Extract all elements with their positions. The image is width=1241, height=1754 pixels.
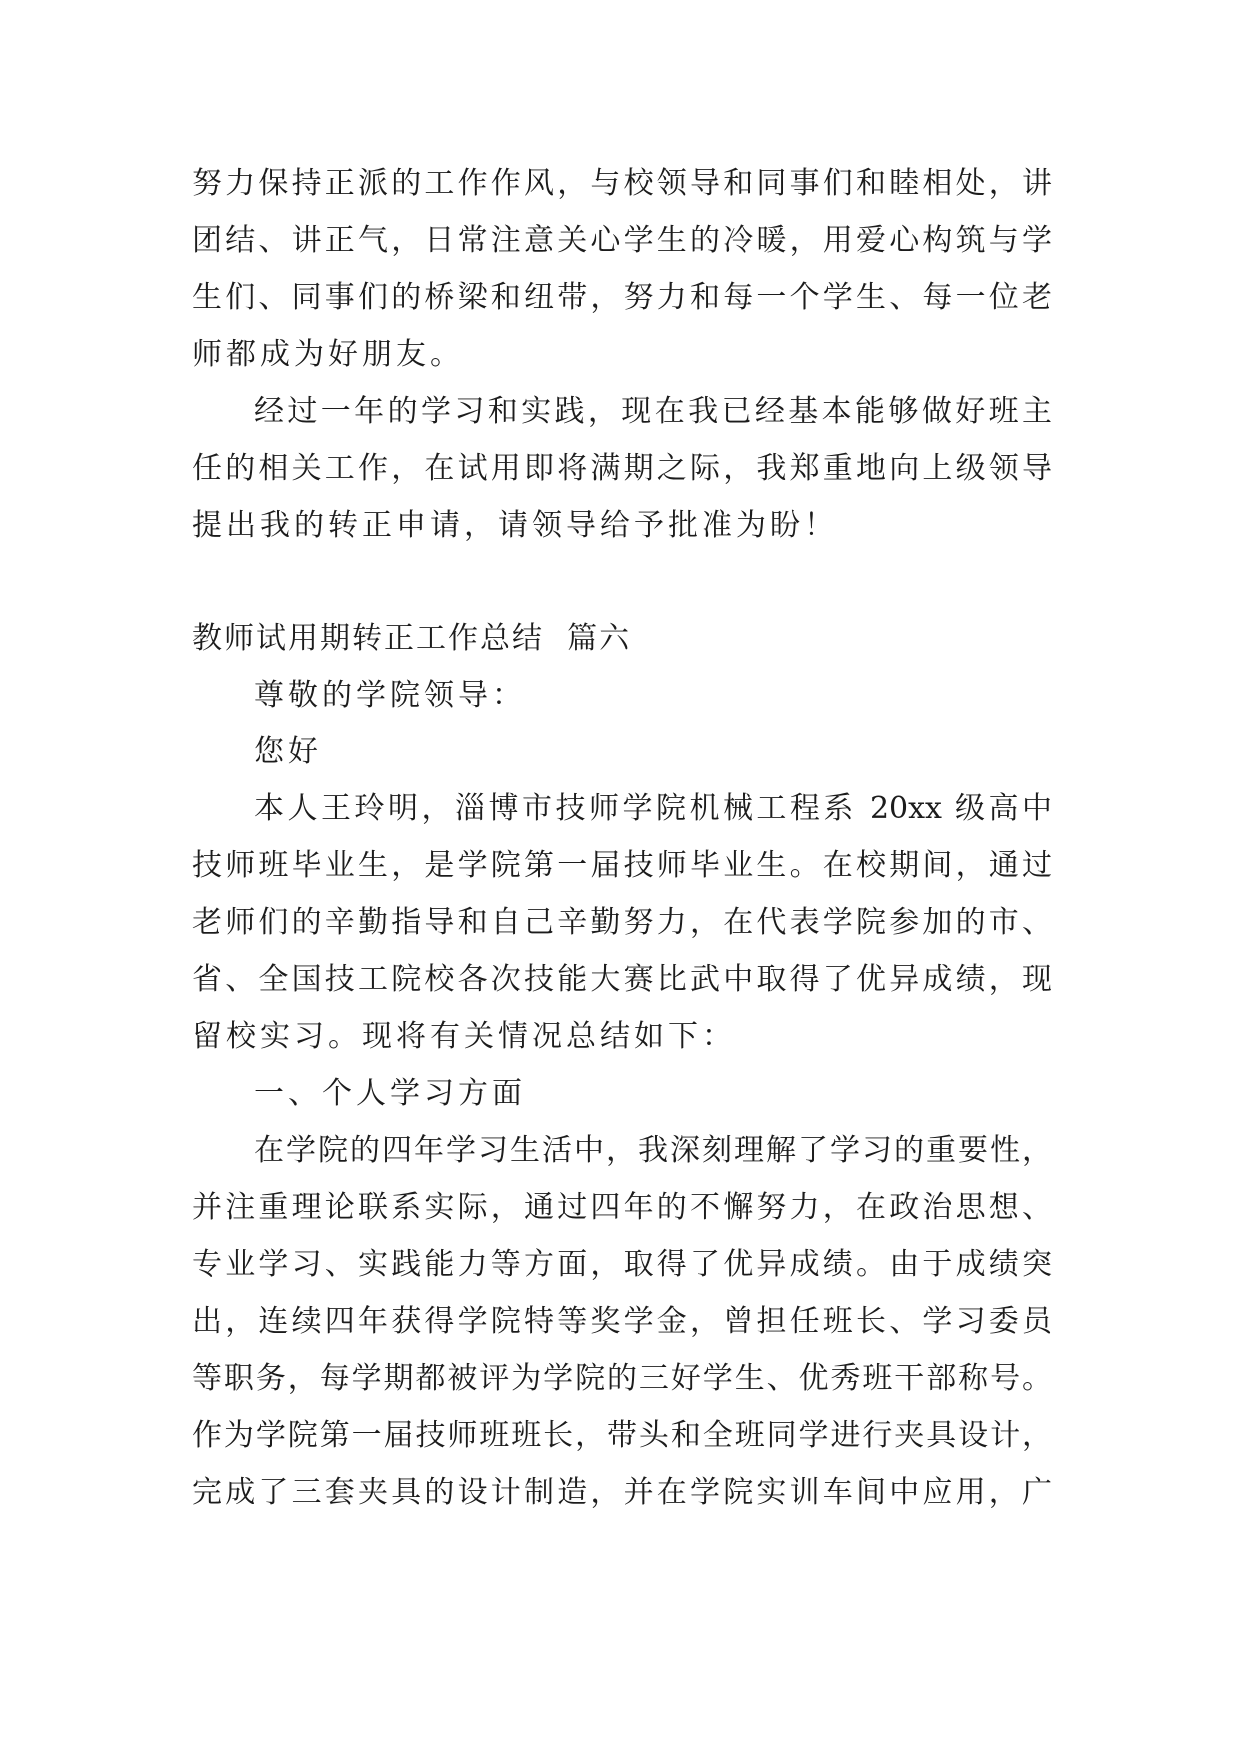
- paragraph-line: 留校实习。现将有关情况总结如下：: [192, 1019, 736, 1054]
- paragraph-line: 并注重理论联系实际，通过四年的不懈努力，在政治思想、: [192, 1190, 1052, 1225]
- paragraph-line: 专业学习、实践能力等方面，取得了优异成绩。由于成绩突: [192, 1247, 1052, 1282]
- paragraph-line: 在学院的四年学习生活中，我深刻理解了学习的重要性，: [254, 1133, 1052, 1168]
- paragraph-line: 出，连续四年获得学院特等奖学金，曾担任班长、学习委员: [192, 1304, 1052, 1339]
- paragraph-line: 提出我的转正申请，请领导给予批准为盼！: [192, 508, 838, 543]
- greeting: 您好: [254, 734, 322, 769]
- paragraph-line: 老师们的辛勤指导和自己辛勤努力，在代表学院参加的市、: [192, 905, 1052, 940]
- paragraph-line: 努力保持正派的工作作风，与校领导和同事们和睦相处，讲: [192, 166, 1052, 201]
- paragraph-line: 团结、讲正气，日常注意关心学生的冷暖，用爱心构筑与学: [192, 223, 1052, 258]
- paragraph-line: 等职务，每学期都被评为学院的三好学生、优秀班干部称号。: [192, 1361, 1052, 1396]
- paragraph-line: 师都成为好朋友。: [192, 337, 464, 372]
- paragraph-line: 作为学院第一届技师班班长，带头和全班同学进行夹具设计，: [192, 1418, 1052, 1453]
- paragraph-line: 技师班毕业生，是学院第一届技师毕业生。在校期间，通过: [192, 848, 1052, 883]
- paragraph-line: 任的相关工作，在试用即将满期之际，我郑重地向上级领导: [192, 451, 1052, 486]
- paragraph-line: 生们、同事们的桥梁和纽带，努力和每一个学生、每一位老: [192, 280, 1052, 315]
- paragraph-line: 省、全国技工院校各次技能大赛比武中取得了优异成绩，现: [192, 962, 1052, 997]
- paragraph-line: 经过一年的学习和实践，现在我已经基本能够做好班主: [254, 394, 1052, 429]
- paragraph-line: 完成了三套夹具的设计制造，并在学院实训车间中应用，广: [192, 1475, 1052, 1510]
- salutation: 尊敬的学院领导：: [254, 678, 526, 713]
- subsection-heading: 一、个人学习方面: [254, 1076, 526, 1111]
- paragraph-line: 本人王玲明，淄博市技师学院机械工程系 20xx 级高中: [254, 791, 1052, 826]
- section-heading: 教师试用期转正工作总结 篇六: [192, 621, 632, 656]
